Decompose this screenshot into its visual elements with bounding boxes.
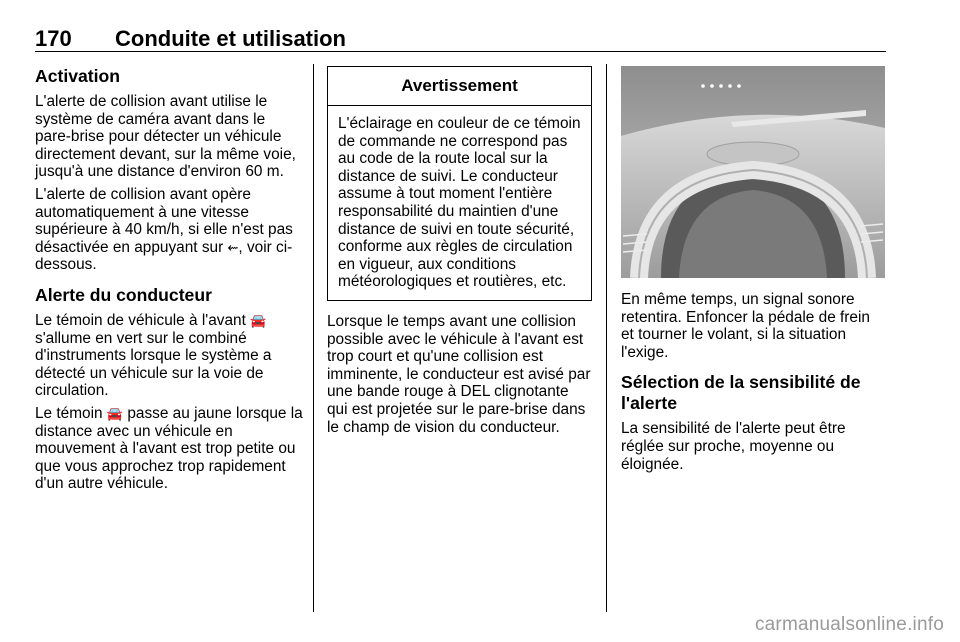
driver-text-2: s'allume en vert sur le combiné d'instruments lorsque le système a détecté un véhicule sur la voie de circulation. bbox=[35, 329, 272, 400]
column-divider-2 bbox=[606, 64, 607, 612]
page-number: 170 bbox=[35, 26, 72, 51]
driver-text-4: passe au jaune lorsque la distance avec un véhicule en mouvement à l'avant est trop petite ou que vous approchez trop rapidement d'un autre véhicule. bbox=[35, 404, 303, 493]
vehicle-ahead-icon: 🚘 bbox=[250, 312, 267, 328]
activation-paragraph-1: L'alerte de collision avant utilise le système de caméra avant dans le pare-brise pour détecter un véhicule directement devant, sur la même voie, jusqu'à une distance d'environ 60 m. bbox=[35, 93, 296, 181]
warning-title: Avertissement bbox=[328, 67, 591, 106]
activation-heading: Activation bbox=[35, 66, 121, 86]
header-rule bbox=[35, 51, 886, 52]
right-paragraph-2: La sensibilité de l'alerte peut être réglée sur proche, moyenne ou éloignée. bbox=[621, 420, 846, 473]
vehicle-ahead-icon: 🚘 bbox=[106, 405, 124, 421]
dashboard-svg bbox=[621, 66, 885, 278]
right-paragraph-1: En même temps, un signal sonore retentira. Enfoncer la pédale de frein et tourner le volant, si la situation l'exige. bbox=[621, 291, 870, 361]
watermark: carmanualsonline.info bbox=[754, 614, 944, 635]
column-left bbox=[35, 66, 303, 498]
fcw-button-icon: ⇜ bbox=[227, 239, 239, 255]
warning-box bbox=[327, 66, 592, 301]
driver-paragraph-1 bbox=[35, 312, 303, 400]
column-right bbox=[621, 66, 887, 478]
activation-text-1: L'alerte de collision avant opère automatiquement à une vitesse supérieure à 40 km/h, si elle n'est pas désactivée en appuyant sur bbox=[35, 185, 293, 256]
column-divider-1 bbox=[313, 64, 314, 612]
sensitivity-heading: Sélection de la sensibilité de l'alerte bbox=[621, 372, 861, 414]
driver-paragraph-2 bbox=[35, 405, 303, 493]
page-header bbox=[35, 26, 885, 50]
driver-text-1: Le témoin de véhicule à l'avant bbox=[35, 311, 251, 329]
warning-text: L'éclairage en couleur de ce témoin de commande ne correspond pas au code de la route local sur la distance de suivi. Le conducteur assume à tout moment l'entière responsabilité du maintien d'une distance de suivi en toute sécurité, conforme aux règles de circulation en vigueur, aux conditions météorologiques et routières, etc. bbox=[338, 115, 581, 291]
driver-alert-heading: Alerte du conducteur bbox=[35, 284, 212, 305]
activation-text-2: , voir ci-dessous. bbox=[35, 238, 293, 274]
driver-text-3: Le témoin bbox=[35, 404, 107, 422]
column-middle bbox=[327, 66, 592, 441]
middle-paragraph: Lorsque le temps avant une collision possible avec le véhicule à l'avant est trop court et qu'une collision est imminente, le conducteur est avisé par une bande rouge à DEL clignotante qui est projetée sur le pare-brise dans le champ de vision du conducteur. bbox=[327, 312, 591, 436]
chapter-title: Conduite et utilisation bbox=[115, 26, 346, 51]
activation-paragraph-2 bbox=[35, 186, 303, 274]
dashboard-illustration bbox=[621, 66, 885, 278]
